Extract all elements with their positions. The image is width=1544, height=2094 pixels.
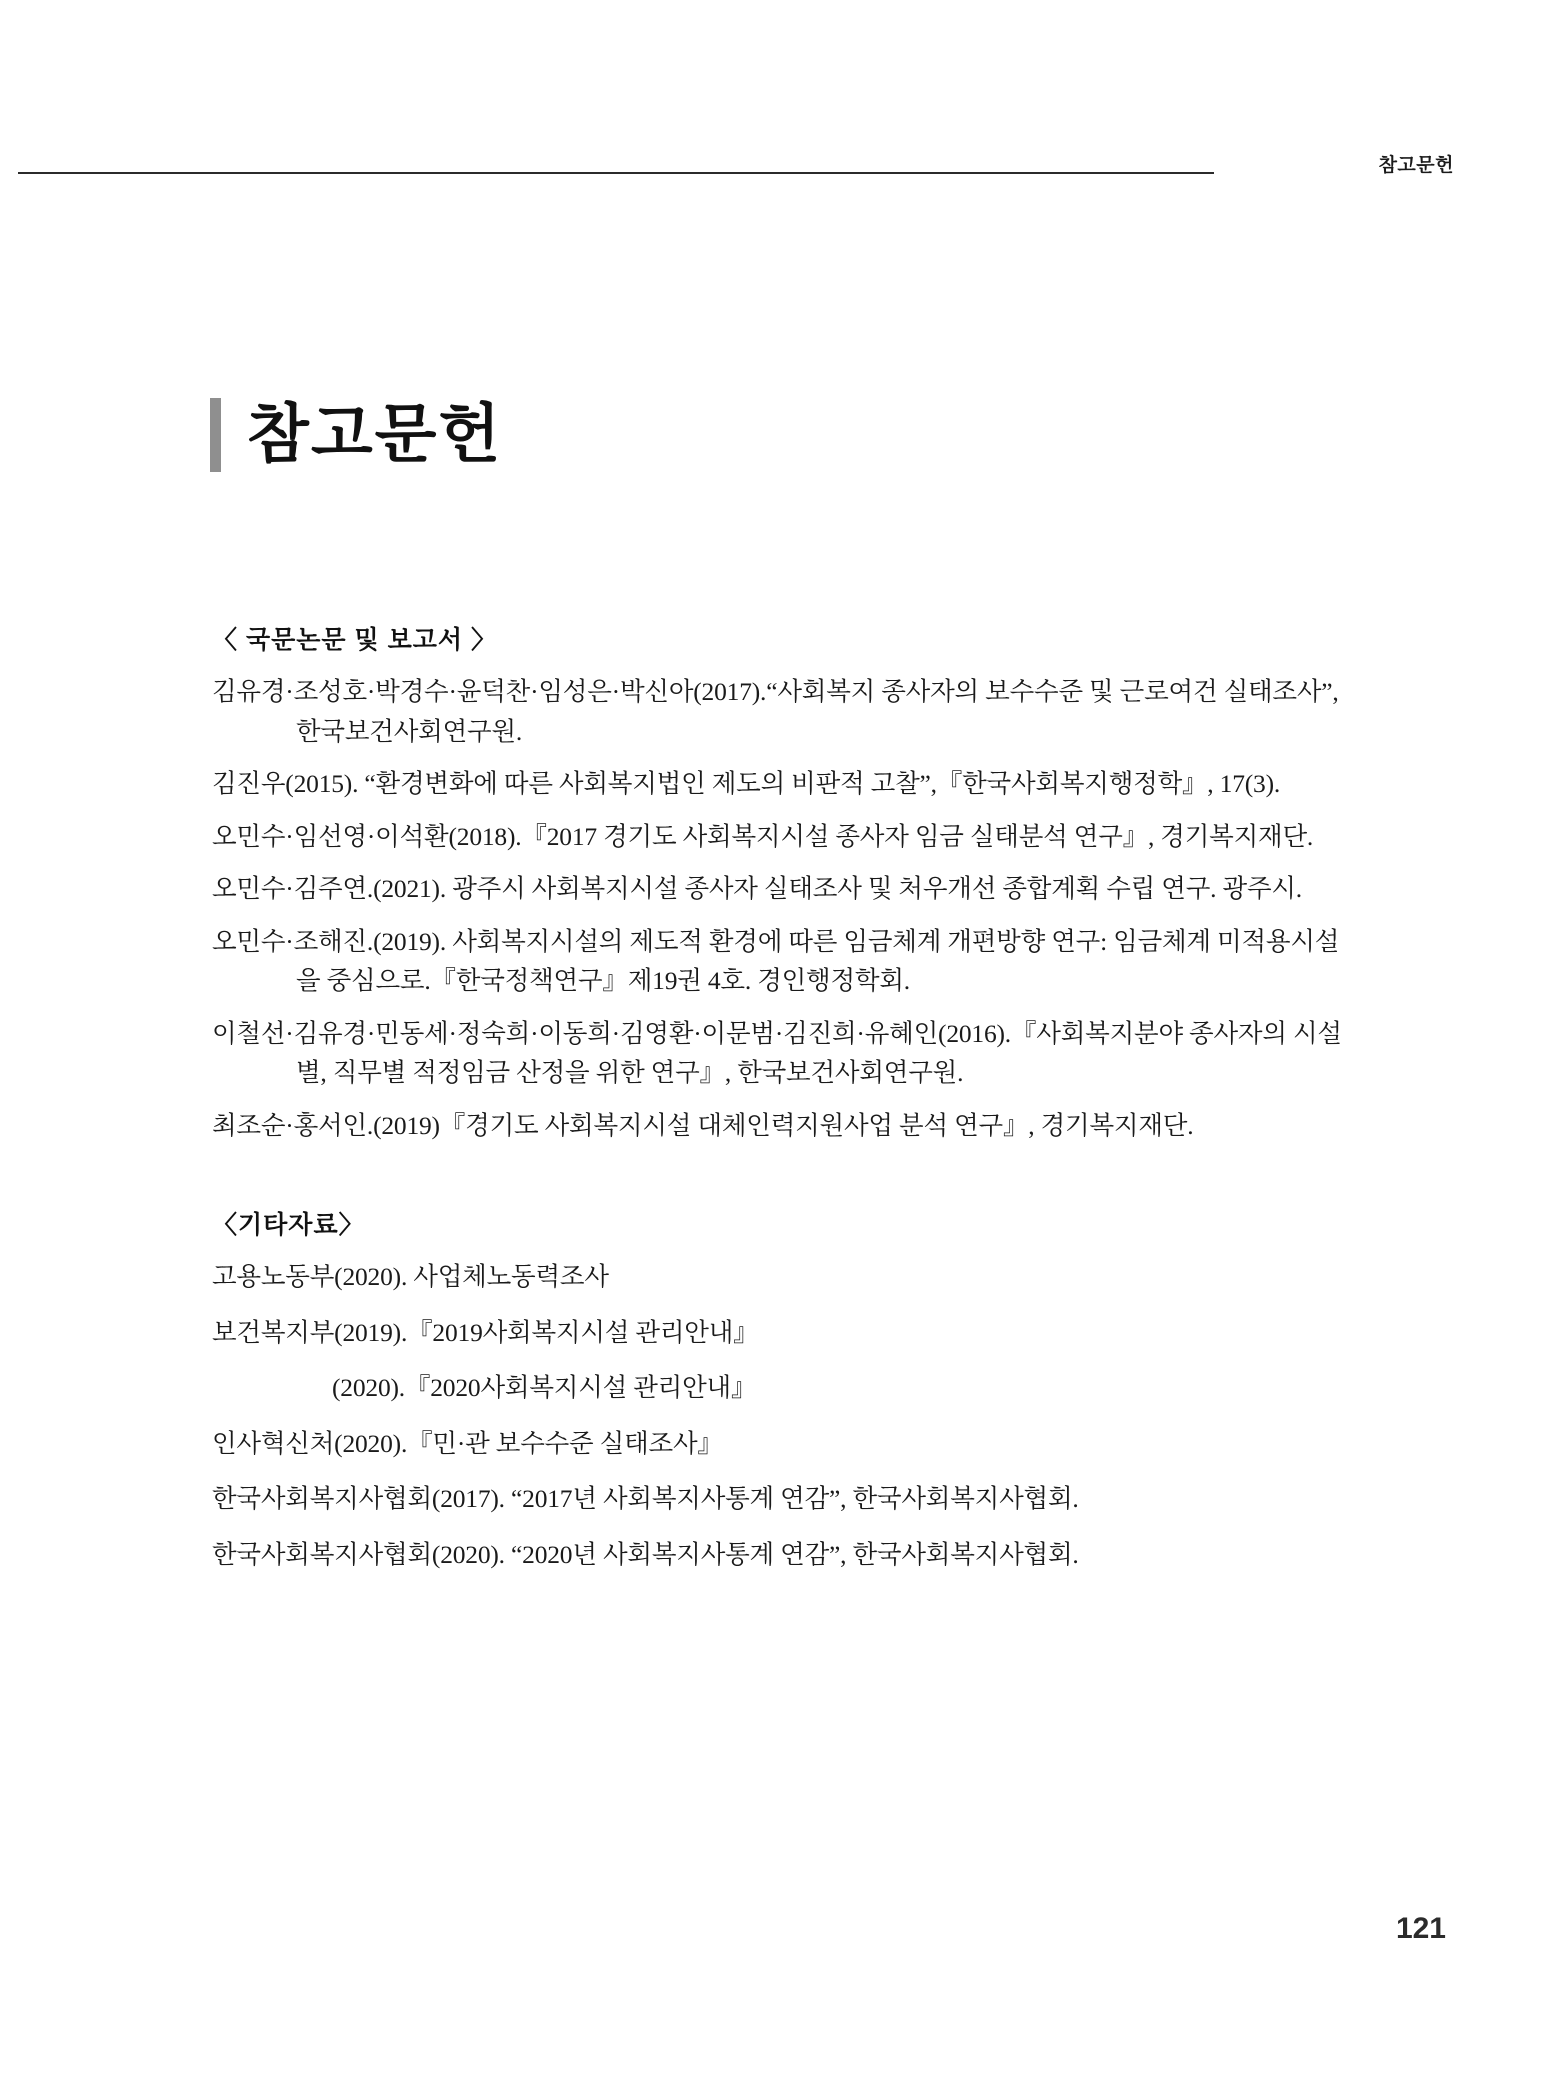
page-header — [0, 150, 1544, 190]
reference-entry: 고용노동부(2020). 사업체노동력조사 — [212, 1262, 609, 1292]
reference-entry: 한국사회복지사협회(2020). “2020년 사회복지사통계 연감”, 한국사회복지사협회. — [212, 1539, 1079, 1569]
reference-entry: 김진우(2015). “환경변화에 따른 사회복지법인 제도의 비판적 고찰”,『한국사회복지행정학』, 17(3). — [212, 769, 1281, 799]
page-number: 121 — [1395, 1912, 1446, 1945]
reference-entry: 오민수·조해진.(2019). 사회복지시설의 제도적 환경에 따른 임금체계 개편방향 연구: 임금체계 미적용시설을 중심으로.『한국정책연구』제19권 4호. 경인행정학회. — [212, 926, 1340, 996]
header-rule — [18, 172, 1214, 174]
chapter-title-block — [210, 360, 502, 510]
header-running-title: 참고문헌 — [1378, 155, 1454, 176]
reference-list-korean-papers — [212, 672, 1352, 1145]
reference-entry: 김유경·조성호·박경수·윤덕찬·임성은·박신아(2017).“사회복지 종사자의 보수수준 및 근로여건 실태조사”, 한국보건사회연구원. — [212, 677, 1345, 746]
reference-entry: 보건복지부(2019).『2019사회복지시설 관리안내』 — [212, 1317, 759, 1347]
reference-list-other-materials — [212, 1257, 1352, 1574]
reference-entry: 최조순·홍서인.(2019)『경기도 사회복지시설 대체인력지원사업 분석 연구』, 경기복지재단. — [212, 1110, 1194, 1140]
reference-entry: 오민수·임선영·이석환(2018).『2017 경기도 사회복지시설 종사자 임금 실태분석 연구』, 경기복지재단. — [212, 821, 1314, 851]
reference-entry: 오민수·김주연.(2021). 광주시 사회복지시설 종사자 실태조사 및 처우개선 종합계획 수립 연구. 광주시. — [212, 874, 1302, 904]
reference-entry: 이철선·김유경·민동세·정숙희·이동희·김영환·이문범·김진희·유혜인(2016).『사회복지분야 종사자의 시설별, 직무별 적정임금 산정을 위한 연구』, 한국보건사회연구원. — [212, 1018, 1342, 1088]
title-accent-bar — [210, 398, 221, 472]
section-heading-other-materials: 〈기타자료〉 — [212, 1211, 365, 1240]
reference-entry-continuation: (2020).『2020사회복지시설 관리안내』 — [332, 1373, 757, 1403]
section-heading-korean-papers: 〈 국문논문 및 보고서 〉 — [212, 626, 497, 654]
reference-entry: 한국사회복지사협회(2017). “2017년 사회복지사통계 연감”, 한국사회복지사협회. — [212, 1484, 1079, 1514]
references-content — [212, 620, 1352, 1590]
page-title: 참고문헌 — [247, 398, 503, 470]
reference-entry: 인사혁신처(2020).『민·관 보수수준 실태조사』 — [212, 1428, 723, 1458]
